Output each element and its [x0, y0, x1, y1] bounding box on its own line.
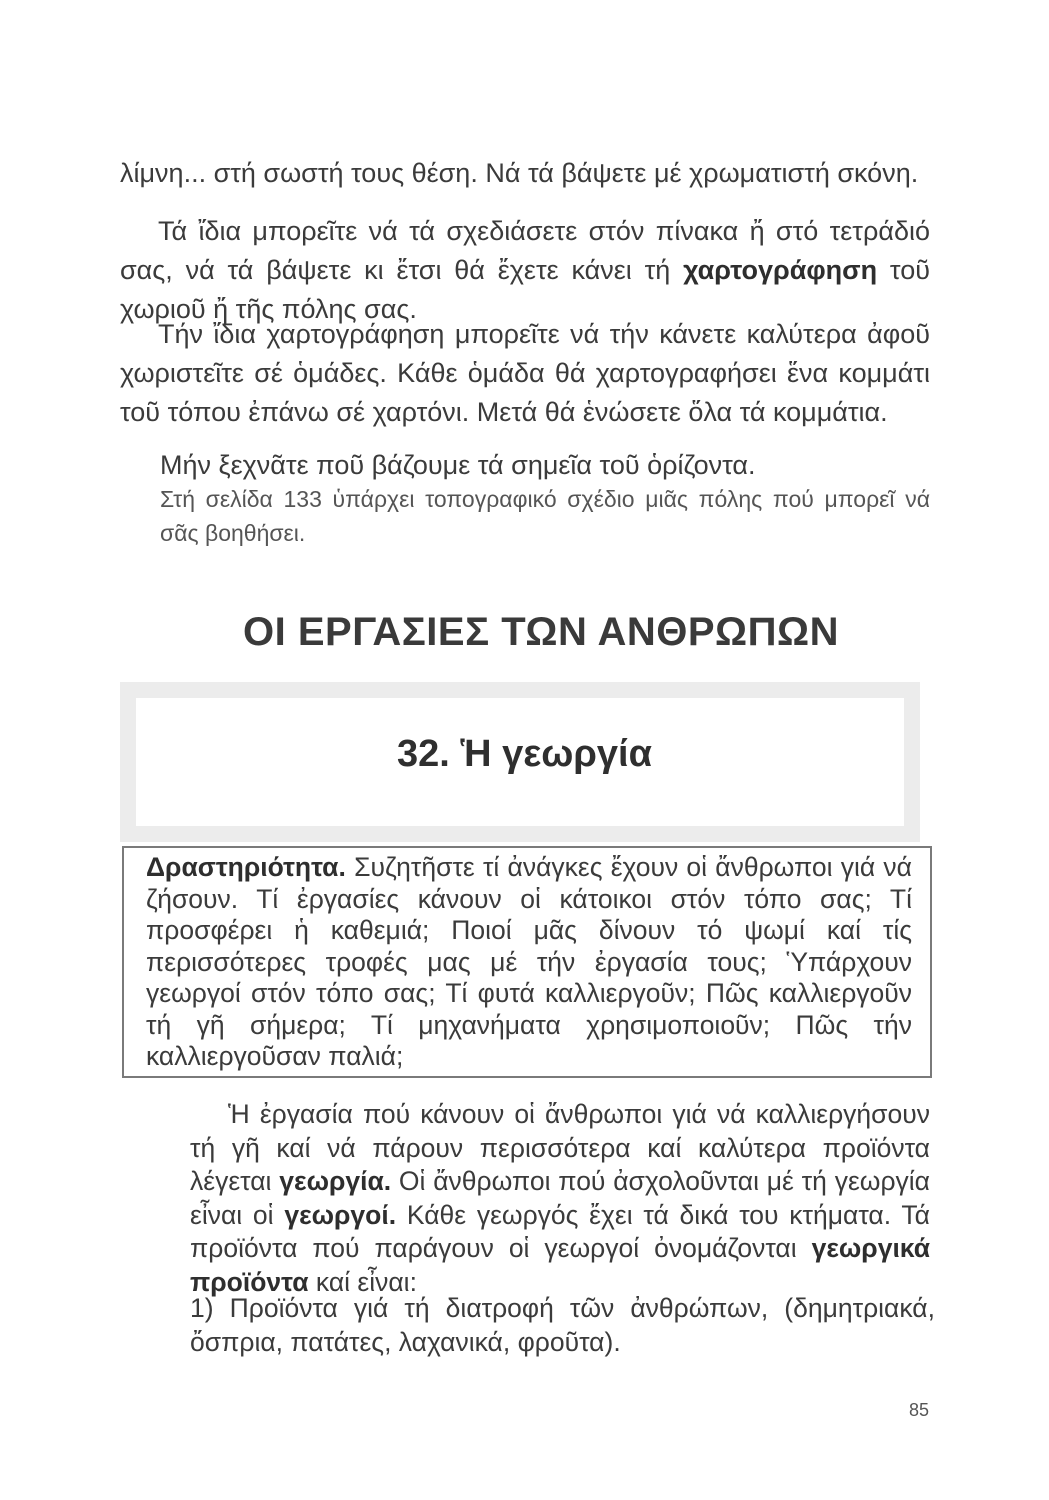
intro-paragraph-3: Τήν ἴδια χαρτογράφηση μπορεῖτε νά τήν κάνετε καλύτερα ἀφοῦ χωριστεῖτε σέ ὁμάδες. Κάθε ὁμάδα θά χαρτογραφήσει ἕνα κομμάτι τοῦ τόπου ἐπάνω σέ χαρτόνι. Μετά θά ἑνώσετε ὅλα τά κομμάτια.: [120, 319, 930, 427]
term-agriculture: γεωργία.: [279, 1166, 392, 1196]
intro-paragraph-1: λίμνη... στή σωστή τους θέση. Νά τά βάψετε μέ χρωματιστή σκόνη.: [120, 158, 919, 188]
activity-label: Δραστηριότητα.: [146, 852, 346, 882]
page-number: 85: [909, 1400, 930, 1420]
section-title: ΟΙ ΕΡΓΑΣΙΕΣ ΤΩΝ ΑΝΘΡΩΠΩΝ: [243, 610, 839, 654]
activity-box: [122, 846, 932, 1078]
body-list-item-1: 1) Προϊόντα γιά τή διατροφή τῶν ἀνθρώπων, (δημητριακά, ὄσπρια, πατάτες, λαχανικά, φροῦτα).: [190, 1293, 935, 1357]
term-farmers: γεωργοί.: [284, 1199, 397, 1230]
term-agricultural-products: γεωργικά προϊόντα: [190, 1233, 930, 1297]
intro-paragraph-2-start: Τά ἴδια μπορεῖτε νά τά σχεδιάσετε στόν πίνακα ἤ στό τετράδιό σας, νά τά βάψετε κι ἔτσι θά ἔχετε κάνει τή: [120, 216, 930, 285]
chapter-title: 32. Ἡ γεωργία: [397, 733, 652, 775]
activity-text: [146, 852, 912, 1073]
body-paragraph-agriculture: [190, 1098, 930, 1299]
intro-paragraph-5: Στή σελίδα 133 ὑπάρχει τοπογραφικό σχέδιο μιᾶς πόλης πού μπορεῖ νά σᾶς βοηθήσει.: [160, 486, 930, 546]
body-text-segment: Ἡ ἐργασία πού κάνουν οἱ ἄνθρωποι γιά νά καλλιεργήσουν τή γῆ καί νά πάρουν περισσότερα καί καλύτερα προϊόντα λέγεται: [190, 1099, 930, 1196]
intro-paragraph-2-end: τοῦ χωριοῦ ἤ τῆς πόλης σας.: [120, 255, 930, 324]
body-text-segment: Κάθε γεωργός ἔχει τά δικά του κτήματα. Τά προϊόντα πού παράγουν οἱ γεωργοί ὀνομάζονται: [190, 1199, 930, 1263]
term-cartography: χαρτογράφηση: [683, 255, 878, 285]
activity-body: Συζητῆστε τί ἀνάγκες ἔχουν οἱ ἄνθρωποι γιά νά ζήσουν. Τί ἐργασίες κάνουν οἱ κάτοικοι στόν τόπο σας; Τί προσφέρει ἡ καθεμιά; Ποιοί μᾶς δίνουν τό ψωμί καί τίς περισσότερες τροφές μας μέ τήν ἐργασία τους; Ὑπάρχουν γεωργοί στόν τόπο σας; Τί φυτά καλλιεργοῦν; Πῶς καλλιεργοῦν τή γῆ σήμερα; Τί μηχανήματα χρησιμοποιοῦν; Πῶς τήν καλλιεργοῦσαν παλιά;: [146, 852, 912, 1071]
intro-paragraph-4: Μήν ξεχνᾶτε ποῦ βάζουμε τά σημεῖα τοῦ ὁρίζοντα.: [160, 450, 756, 480]
body-text-segment: Οἱ ἄνθρωποι πού ἀσχολοῦνται μέ τή γεωργία εἶναι οἱ: [190, 1166, 930, 1230]
body-text-segment: καί εἶναι:: [308, 1266, 417, 1297]
intro-paragraph-2: [120, 212, 930, 329]
